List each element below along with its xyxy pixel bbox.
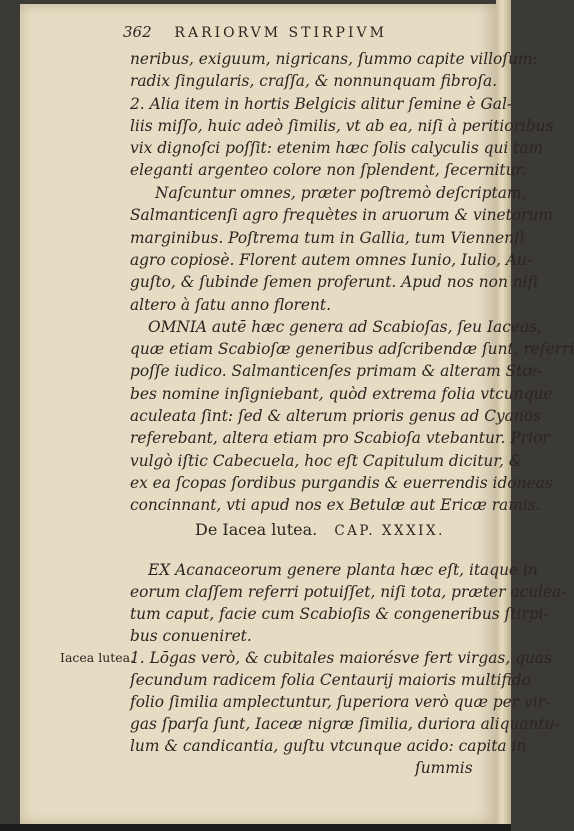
text-line: bes nomine inſigniebant, quòd extrema folia vtcunque	[130, 385, 553, 403]
running-title: RARIORVM STIRPIVM	[174, 25, 387, 41]
text-line: eorum claſſem referri potuiſſet, niſi tota, præter aculea-	[130, 583, 567, 601]
text-line: agro copiosè. Florent autem omnes Iunio, Iulio, Au-	[130, 251, 533, 269]
text-line: ſecundum radicem folia Centaurij maioris multifido	[130, 671, 531, 689]
margin-note: Iacea lutea.	[60, 650, 135, 665]
text-line: Salmanticenſi agro frequètes in aruorum & vinetorum	[130, 206, 553, 224]
catchword: ſummis	[415, 759, 473, 777]
text-line: eleganti argenteo colore non ſplendent, ſecernitur.	[130, 161, 527, 179]
text-line: gas ſparſa ſunt, Iaceæ nigræ ſimilia, duriora aliquantu-	[130, 715, 560, 733]
chapter-number: CAP. XXXIX.	[334, 523, 445, 539]
text-line: folio ſimilia amplectuntur, ſuperiora verò quæ per vir-	[130, 693, 551, 711]
text-line: quæ etiam Scabioſæ generibus adſcribendæ ſunt, referri	[130, 340, 574, 358]
text-line: marginibus. Poſtrema tum in Gallia, tum Viennenſi	[130, 229, 525, 247]
text-line: Naſcuntur omnes, præter poſtremò deſcriptam,	[155, 184, 527, 202]
text-line: tum caput, facie cum Scabioſis & congeneribus ſtirpi-	[130, 605, 549, 623]
text-line: poſſe iudico. Salmanticenſes primam & alteram Stœ-	[130, 362, 543, 380]
text-line: concinnant, vti apud nos ex Betulæ aut Ericæ ramis.	[130, 496, 541, 514]
text-line: 1. Lōgas verò, & cubitales maiorésve fert virgas, quas	[130, 649, 552, 667]
text-line: lum & candicantia, guſtu vtcunque acido: capita in	[130, 737, 527, 755]
chapter-heading	[195, 520, 445, 539]
text-line: radix ſingularis, craſſa, & nonnunquam fibroſa.	[130, 72, 498, 90]
text-line: altero à ſatu anno florent.	[130, 296, 331, 314]
text-line: ex ea ſcopas ſordibus purgandis & euerrendis idoneas	[130, 474, 553, 492]
running-header	[123, 23, 387, 41]
text-line: OMNIA autē hæc genera ad Scabioſas, ſeu Iaceas,	[148, 318, 542, 336]
text-line: referebant, altera etiam pro Scabioſa vtebantur. Prior	[130, 429, 550, 447]
text-line: neribus, exiguum, nigricans, ſummo capite villoſum:	[130, 50, 538, 68]
page-number: 362	[123, 23, 152, 41]
text-line: vulgò iſtic Cabecuela, hoc eſt Capitulum dicitur, &	[130, 452, 523, 470]
text-line: EX Acanaceorum genere planta hæc eſt, itaque in	[148, 561, 538, 579]
text-line: liis miſſo, huic adeò ſimilis, vt ab ea, niſi à peritioribus	[130, 117, 554, 135]
text-line: aculeata ſint: ſed & alterum prioris genus ad Cyanos	[130, 407, 541, 425]
chapter-title: De Iacea lutea.	[195, 520, 318, 539]
text-line: bus conueniret.	[130, 627, 252, 645]
text-line: guſto, & ſubinde ſemen proferunt. Apud nos non niſi	[130, 273, 539, 291]
bottom-border	[0, 824, 511, 831]
text-line: vix dignoſci poſſit: etenim hæc ſolis calyculis qui tam	[130, 139, 544, 157]
text-line: 2. Alia item in hortis Belgicis alitur ſemine è Gal-	[130, 95, 513, 113]
